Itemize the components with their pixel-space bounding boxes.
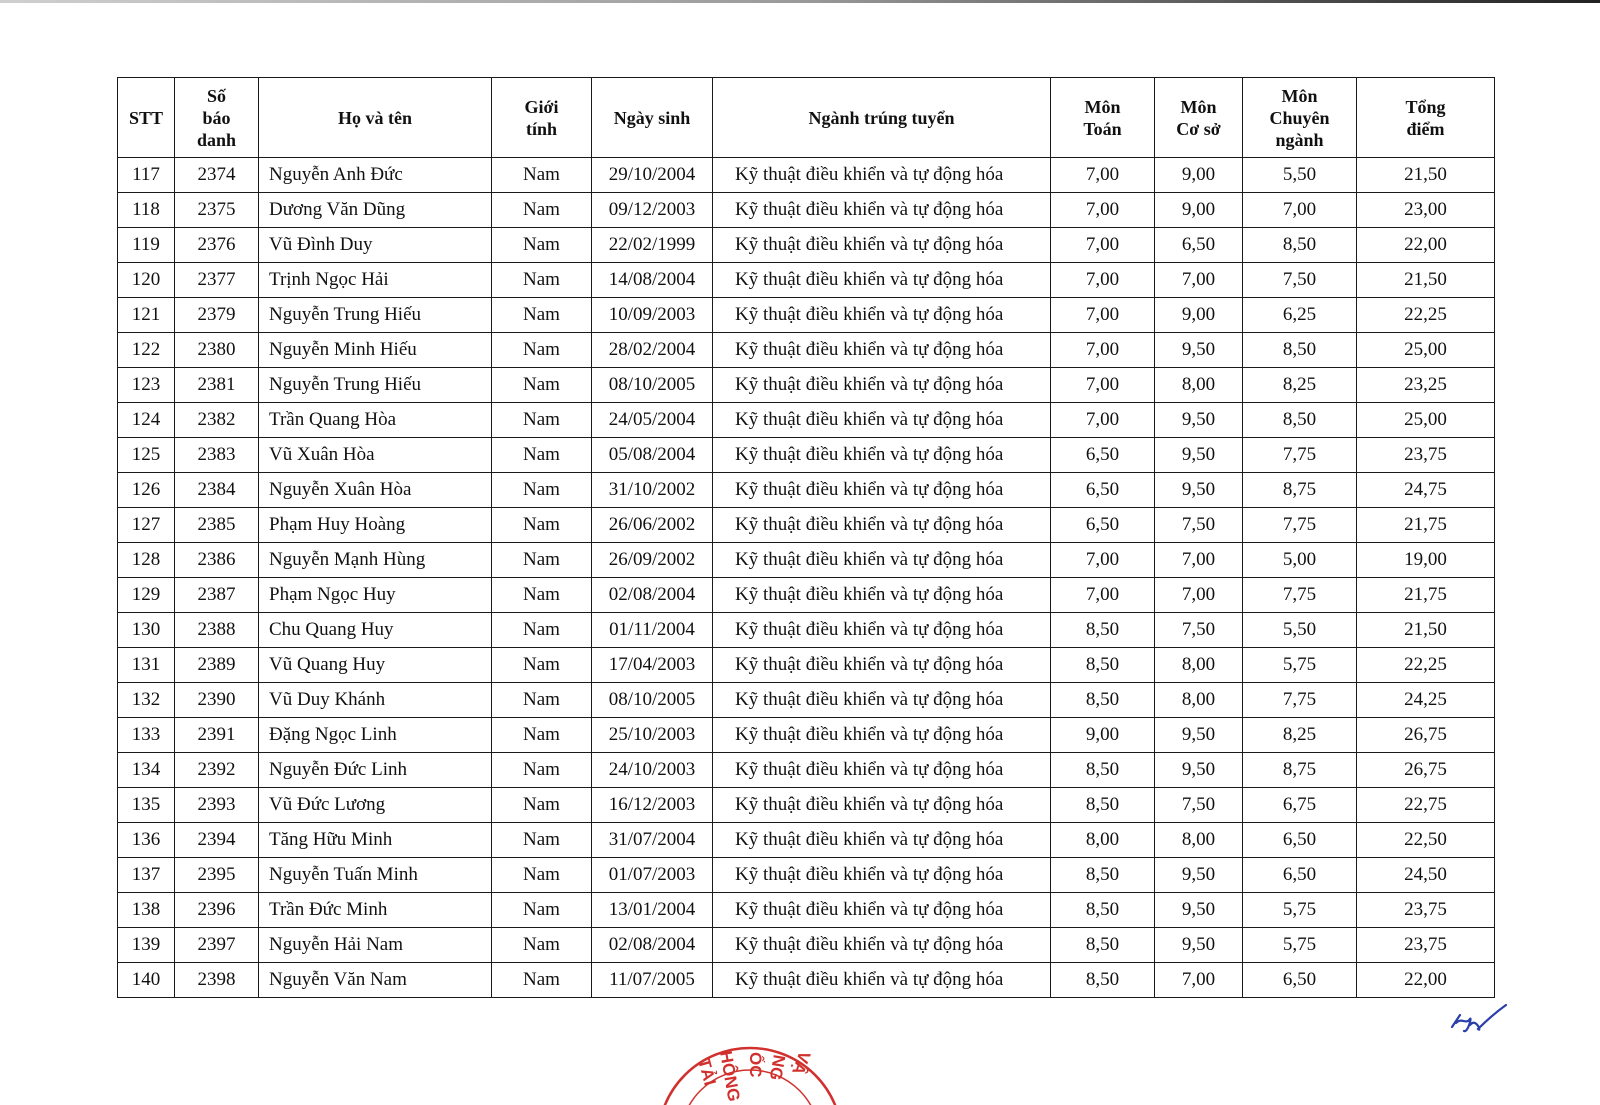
cell-nganh-trung-tuyen: Kỹ thuật điều khiển và tự động hóa [713,963,1051,998]
cell-nganh-trung-tuyen: Kỹ thuật điều khiển và tự động hóa [713,823,1051,858]
table-row [118,893,1495,928]
cell-mon-toan: 8,00 [1051,823,1155,858]
cell-mon-toan: 8,50 [1051,683,1155,718]
cell-ngay-sinh: 16/12/2003 [592,788,713,823]
svg-text:TẢI: TẢI [694,1056,720,1088]
cell-ho-va-ten: Đặng Ngọc Linh [259,718,492,753]
cell-nganh-trung-tuyen: Kỹ thuật điều khiển và tự động hóa [713,368,1051,403]
cell-tong-diem: 23,00 [1357,193,1495,228]
cell-stt: 129 [118,578,175,613]
header-gioi-tinh: Giới tính [492,78,592,158]
header-nganh-trung-tuyen: Ngành trúng tuyển [713,78,1051,158]
cell-mon-chuyen-nganh: 8,75 [1243,473,1357,508]
table-body [118,158,1495,998]
cell-so-bao-danh: 2375 [175,193,259,228]
cell-gioi-tinh: Nam [492,298,592,333]
cell-nganh-trung-tuyen: Kỹ thuật điều khiển và tự động hóa [713,193,1051,228]
cell-ho-va-ten: Nguyễn Anh Đức [259,158,492,193]
cell-mon-toan: 7,00 [1051,263,1155,298]
cell-gioi-tinh: Nam [492,963,592,998]
cell-tong-diem: 21,75 [1357,508,1495,543]
cell-tong-diem: 21,50 [1357,158,1495,193]
cell-stt: 138 [118,893,175,928]
cell-tong-diem: 23,75 [1357,893,1495,928]
table-row [118,753,1495,788]
cell-ngay-sinh: 08/10/2005 [592,368,713,403]
cell-mon-chuyen-nganh: 8,50 [1243,228,1357,263]
table-row [118,473,1495,508]
cell-ho-va-ten: Nguyễn Tuấn Minh [259,858,492,893]
cell-so-bao-danh: 2380 [175,333,259,368]
cell-mon-co-so: 7,50 [1155,613,1243,648]
cell-so-bao-danh: 2387 [175,578,259,613]
table-row [118,613,1495,648]
svg-text:NG: NG [765,1053,789,1082]
cell-mon-chuyen-nganh: 7,75 [1243,578,1357,613]
cell-mon-chuyen-nganh: 7,50 [1243,263,1357,298]
cell-ngay-sinh: 26/09/2002 [592,543,713,578]
cell-nganh-trung-tuyen: Kỹ thuật điều khiển và tự động hóa [713,648,1051,683]
header-stt: STT [118,78,175,158]
admission-results-table [117,77,1495,998]
cell-mon-co-so: 9,50 [1155,753,1243,788]
cell-mon-co-so: 8,00 [1155,683,1243,718]
table-row [118,718,1495,753]
table-header-row [118,78,1495,158]
cell-mon-co-so: 9,50 [1155,333,1243,368]
cell-mon-co-so: 9,50 [1155,403,1243,438]
cell-so-bao-danh: 2386 [175,543,259,578]
table-row [118,823,1495,858]
cell-nganh-trung-tuyen: Kỹ thuật điều khiển và tự động hóa [713,683,1051,718]
cell-tong-diem: 22,25 [1357,298,1495,333]
cell-ho-va-ten: Nguyễn Mạnh Hùng [259,543,492,578]
cell-stt: 136 [118,823,175,858]
table-row [118,193,1495,228]
cell-so-bao-danh: 2393 [175,788,259,823]
cell-ho-va-ten: Trần Đức Minh [259,893,492,928]
cell-so-bao-danh: 2397 [175,928,259,963]
cell-mon-toan: 8,50 [1051,928,1155,963]
cell-tong-diem: 24,50 [1357,858,1495,893]
cell-so-bao-danh: 2384 [175,473,259,508]
cell-ngay-sinh: 17/04/2003 [592,648,713,683]
cell-gioi-tinh: Nam [492,473,592,508]
cell-nganh-trung-tuyen: Kỹ thuật điều khiển và tự động hóa [713,893,1051,928]
header-mon-toan: Môn Toán [1051,78,1155,158]
cell-ho-va-ten: Trịnh Ngọc Hải [259,263,492,298]
cell-so-bao-danh: 2389 [175,648,259,683]
cell-ngay-sinh: 14/08/2004 [592,263,713,298]
cell-stt: 125 [118,438,175,473]
cell-tong-diem: 22,25 [1357,648,1495,683]
scan-top-edge [0,0,1600,3]
cell-ngay-sinh: 02/08/2004 [592,578,713,613]
cell-mon-toan: 7,00 [1051,403,1155,438]
cell-mon-chuyen-nganh: 7,75 [1243,683,1357,718]
cell-mon-chuyen-nganh: 6,50 [1243,858,1357,893]
cell-mon-toan: 6,50 [1051,508,1155,543]
cell-mon-toan: 8,50 [1051,893,1155,928]
cell-gioi-tinh: Nam [492,543,592,578]
cell-stt: 117 [118,158,175,193]
cell-stt: 119 [118,228,175,263]
cell-mon-co-so: 9,00 [1155,158,1243,193]
cell-ho-va-ten: Nguyễn Minh Hiếu [259,333,492,368]
cell-stt: 120 [118,263,175,298]
cell-so-bao-danh: 2390 [175,683,259,718]
cell-so-bao-danh: 2395 [175,858,259,893]
cell-gioi-tinh: Nam [492,438,592,473]
cell-so-bao-danh: 2398 [175,963,259,998]
cell-ngay-sinh: 22/02/1999 [592,228,713,263]
cell-mon-co-so: 7,00 [1155,263,1243,298]
cell-ho-va-ten: Tăng Hữu Minh [259,823,492,858]
svg-text:HÔNG: HÔNG [716,1049,744,1103]
cell-gioi-tinh: Nam [492,368,592,403]
cell-mon-toan: 7,00 [1051,333,1155,368]
cell-stt: 128 [118,543,175,578]
cell-ngay-sinh: 05/08/2004 [592,438,713,473]
cell-tong-diem: 24,75 [1357,473,1495,508]
table-row [118,928,1495,963]
cell-tong-diem: 25,00 [1357,333,1495,368]
cell-mon-co-so: 7,00 [1155,543,1243,578]
header-tong-diem: Tổng điểm [1357,78,1495,158]
cell-tong-diem: 21,50 [1357,613,1495,648]
cell-gioi-tinh: Nam [492,578,592,613]
table-row [118,543,1495,578]
cell-mon-chuyen-nganh: 5,50 [1243,613,1357,648]
table-row [118,333,1495,368]
cell-ho-va-ten: Nguyễn Trung Hiếu [259,298,492,333]
cell-stt: 123 [118,368,175,403]
cell-tong-diem: 21,75 [1357,578,1495,613]
cell-ngay-sinh: 08/10/2005 [592,683,713,718]
cell-mon-toan: 7,00 [1051,158,1155,193]
cell-mon-co-so: 9,50 [1155,438,1243,473]
cell-nganh-trung-tuyen: Kỹ thuật điều khiển và tự động hóa [713,508,1051,543]
cell-mon-co-so: 7,00 [1155,963,1243,998]
cell-ho-va-ten: Vũ Quang Huy [259,648,492,683]
cell-tong-diem: 26,75 [1357,753,1495,788]
svg-text:ỐC: ỐC [746,1052,765,1078]
cell-so-bao-danh: 2379 [175,298,259,333]
cell-mon-chuyen-nganh: 8,75 [1243,753,1357,788]
cell-gioi-tinh: Nam [492,403,592,438]
cell-ngay-sinh: 11/07/2005 [592,963,713,998]
table-row [118,508,1495,543]
cell-so-bao-danh: 2374 [175,158,259,193]
cell-mon-co-so: 9,50 [1155,858,1243,893]
handwritten-initials-icon [1448,1003,1508,1043]
cell-stt: 133 [118,718,175,753]
cell-stt: 137 [118,858,175,893]
cell-so-bao-danh: 2391 [175,718,259,753]
cell-mon-toan: 8,50 [1051,613,1155,648]
cell-mon-toan: 8,50 [1051,648,1155,683]
cell-gioi-tinh: Nam [492,928,592,963]
cell-mon-chuyen-nganh: 6,25 [1243,298,1357,333]
cell-nganh-trung-tuyen: Kỹ thuật điều khiển và tự động hóa [713,613,1051,648]
cell-ngay-sinh: 31/10/2002 [592,473,713,508]
cell-mon-toan: 7,00 [1051,298,1155,333]
table-row [118,858,1495,893]
table-row [118,368,1495,403]
cell-ho-va-ten: Vũ Duy Khánh [259,683,492,718]
cell-mon-toan: 8,50 [1051,858,1155,893]
cell-so-bao-danh: 2385 [175,508,259,543]
cell-gioi-tinh: Nam [492,683,592,718]
cell-mon-chuyen-nganh: 5,50 [1243,158,1357,193]
cell-so-bao-danh: 2394 [175,823,259,858]
cell-mon-co-so: 8,00 [1155,648,1243,683]
cell-so-bao-danh: 2376 [175,228,259,263]
cell-so-bao-danh: 2383 [175,438,259,473]
cell-mon-toan: 6,50 [1051,473,1155,508]
cell-mon-co-so: 9,50 [1155,893,1243,928]
cell-ngay-sinh: 31/07/2004 [592,823,713,858]
cell-stt: 139 [118,928,175,963]
cell-nganh-trung-tuyen: Kỹ thuật điều khiển và tự động hóa [713,543,1051,578]
cell-mon-co-so: 8,00 [1155,823,1243,858]
cell-stt: 135 [118,788,175,823]
cell-mon-toan: 8,50 [1051,788,1155,823]
cell-ngay-sinh: 01/11/2004 [592,613,713,648]
cell-stt: 132 [118,683,175,718]
cell-stt: 140 [118,963,175,998]
table-row [118,788,1495,823]
cell-ho-va-ten: Vũ Đình Duy [259,228,492,263]
cell-ho-va-ten: Phạm Ngọc Huy [259,578,492,613]
header-so-bao-danh: Số báo danh [175,78,259,158]
cell-tong-diem: 25,00 [1357,403,1495,438]
cell-gioi-tinh: Nam [492,823,592,858]
header-mon-co-so: Môn Cơ sở [1155,78,1243,158]
cell-mon-co-so: 9,00 [1155,298,1243,333]
cell-tong-diem: 22,00 [1357,228,1495,263]
cell-gioi-tinh: Nam [492,753,592,788]
cell-mon-chuyen-nganh: 7,00 [1243,193,1357,228]
cell-mon-toan: 7,00 [1051,368,1155,403]
cell-mon-co-so: 9,50 [1155,928,1243,963]
cell-stt: 130 [118,613,175,648]
cell-ngay-sinh: 24/05/2004 [592,403,713,438]
cell-mon-chuyen-nganh: 8,25 [1243,718,1357,753]
cell-tong-diem: 24,25 [1357,683,1495,718]
cell-gioi-tinh: Nam [492,613,592,648]
cell-mon-co-so: 9,50 [1155,718,1243,753]
cell-nganh-trung-tuyen: Kỹ thuật điều khiển và tự động hóa [713,788,1051,823]
cell-ho-va-ten: Nguyễn Văn Nam [259,963,492,998]
cell-ho-va-ten: Dương Văn Dũng [259,193,492,228]
cell-mon-chuyen-nganh: 6,50 [1243,823,1357,858]
cell-mon-chuyen-nganh: 5,75 [1243,648,1357,683]
cell-mon-chuyen-nganh: 8,50 [1243,333,1357,368]
cell-nganh-trung-tuyen: Kỹ thuật điều khiển và tự động hóa [713,438,1051,473]
cell-mon-toan: 7,00 [1051,193,1155,228]
cell-so-bao-danh: 2381 [175,368,259,403]
table-row [118,298,1495,333]
cell-mon-co-so: 6,50 [1155,228,1243,263]
cell-ngay-sinh: 24/10/2003 [592,753,713,788]
cell-nganh-trung-tuyen: Kỹ thuật điều khiển và tự động hóa [713,298,1051,333]
cell-mon-toan: 7,00 [1051,543,1155,578]
cell-ngay-sinh: 10/09/2003 [592,298,713,333]
cell-mon-chuyen-nganh: 5,75 [1243,893,1357,928]
cell-mon-co-so: 7,50 [1155,508,1243,543]
cell-gioi-tinh: Nam [492,333,592,368]
cell-tong-diem: 19,00 [1357,543,1495,578]
cell-mon-toan: 7,00 [1051,228,1155,263]
cell-stt: 126 [118,473,175,508]
cell-ngay-sinh: 13/01/2004 [592,893,713,928]
cell-tong-diem: 22,50 [1357,823,1495,858]
cell-mon-co-so: 7,50 [1155,788,1243,823]
table-row [118,683,1495,718]
header-mon-chuyen-nganh: Môn Chuyên ngành [1243,78,1357,158]
cell-mon-toan: 8,50 [1051,753,1155,788]
svg-text:VẬ: VẬ [788,1048,815,1078]
cell-nganh-trung-tuyen: Kỹ thuật điều khiển và tự động hóa [713,263,1051,298]
table-row [118,963,1495,998]
cell-stt: 124 [118,403,175,438]
cell-tong-diem: 22,75 [1357,788,1495,823]
cell-tong-diem: 26,75 [1357,718,1495,753]
cell-mon-toan: 9,00 [1051,718,1155,753]
cell-ngay-sinh: 25/10/2003 [592,718,713,753]
cell-tong-diem: 21,50 [1357,263,1495,298]
cell-stt: 127 [118,508,175,543]
cell-mon-co-so: 9,00 [1155,193,1243,228]
header-ho-va-ten: Họ và tên [259,78,492,158]
cell-ho-va-ten: Vũ Xuân Hòa [259,438,492,473]
cell-nganh-trung-tuyen: Kỹ thuật điều khiển và tự động hóa [713,718,1051,753]
cell-mon-toan: 8,50 [1051,963,1155,998]
cell-nganh-trung-tuyen: Kỹ thuật điều khiển và tự động hóa [713,333,1051,368]
cell-ngay-sinh: 29/10/2004 [592,158,713,193]
cell-ho-va-ten: Phạm Huy Hoàng [259,508,492,543]
table-row [118,228,1495,263]
cell-mon-co-so: 8,00 [1155,368,1243,403]
table-row [118,158,1495,193]
cell-tong-diem: 23,75 [1357,438,1495,473]
cell-ngay-sinh: 02/08/2004 [592,928,713,963]
cell-so-bao-danh: 2392 [175,753,259,788]
cell-ho-va-ten: Chu Quang Huy [259,613,492,648]
cell-gioi-tinh: Nam [492,193,592,228]
cell-stt: 121 [118,298,175,333]
cell-ngay-sinh: 01/07/2003 [592,858,713,893]
cell-gioi-tinh: Nam [492,263,592,298]
cell-ho-va-ten: Vũ Đức Lương [259,788,492,823]
cell-gioi-tinh: Nam [492,718,592,753]
cell-nganh-trung-tuyen: Kỹ thuật điều khiển và tự động hóa [713,228,1051,263]
cell-gioi-tinh: Nam [492,893,592,928]
cell-ho-va-ten: Nguyễn Hải Nam [259,928,492,963]
cell-stt: 131 [118,648,175,683]
cell-gioi-tinh: Nam [492,788,592,823]
cell-nganh-trung-tuyen: Kỹ thuật điều khiển và tự động hóa [713,928,1051,963]
cell-mon-chuyen-nganh: 5,75 [1243,928,1357,963]
cell-ho-va-ten: Trần Quang Hòa [259,403,492,438]
cell-nganh-trung-tuyen: Kỹ thuật điều khiển và tự động hóa [713,473,1051,508]
cell-mon-chuyen-nganh: 6,50 [1243,963,1357,998]
cell-nganh-trung-tuyen: Kỹ thuật điều khiển và tự động hóa [713,158,1051,193]
cell-gioi-tinh: Nam [492,648,592,683]
cell-nganh-trung-tuyen: Kỹ thuật điều khiển và tự động hóa [713,753,1051,788]
table-row [118,648,1495,683]
cell-mon-chuyen-nganh: 7,75 [1243,438,1357,473]
header-ngay-sinh: Ngày sinh [592,78,713,158]
cell-so-bao-danh: 2396 [175,893,259,928]
table-row [118,403,1495,438]
cell-mon-toan: 7,00 [1051,578,1155,613]
table-row [118,578,1495,613]
cell-ngay-sinh: 28/02/2004 [592,333,713,368]
cell-tong-diem: 23,75 [1357,928,1495,963]
cell-mon-chuyen-nganh: 7,75 [1243,508,1357,543]
cell-tong-diem: 23,25 [1357,368,1495,403]
cell-nganh-trung-tuyen: Kỹ thuật điều khiển và tự động hóa [713,578,1051,613]
cell-stt: 134 [118,753,175,788]
cell-gioi-tinh: Nam [492,858,592,893]
cell-mon-co-so: 9,50 [1155,473,1243,508]
cell-so-bao-danh: 2382 [175,403,259,438]
cell-nganh-trung-tuyen: Kỹ thuật điều khiển và tự động hóa [713,858,1051,893]
cell-ho-va-ten: Nguyễn Xuân Hòa [259,473,492,508]
cell-mon-chuyen-nganh: 5,00 [1243,543,1357,578]
cell-mon-co-so: 7,00 [1155,578,1243,613]
cell-tong-diem: 22,00 [1357,963,1495,998]
official-seal-icon [650,1030,850,1105]
cell-mon-toan: 6,50 [1051,438,1155,473]
cell-so-bao-danh: 2377 [175,263,259,298]
cell-ho-va-ten: Nguyễn Đức Linh [259,753,492,788]
cell-so-bao-danh: 2388 [175,613,259,648]
cell-mon-chuyen-nganh: 8,50 [1243,403,1357,438]
cell-ngay-sinh: 09/12/2003 [592,193,713,228]
table-row [118,263,1495,298]
cell-mon-chuyen-nganh: 6,75 [1243,788,1357,823]
cell-gioi-tinh: Nam [492,508,592,543]
cell-stt: 118 [118,193,175,228]
cell-stt: 122 [118,333,175,368]
cell-ngay-sinh: 26/06/2002 [592,508,713,543]
table-row [118,438,1495,473]
cell-ho-va-ten: Nguyễn Trung Hiếu [259,368,492,403]
cell-nganh-trung-tuyen: Kỹ thuật điều khiển và tự động hóa [713,403,1051,438]
cell-gioi-tinh: Nam [492,158,592,193]
cell-mon-chuyen-nganh: 8,25 [1243,368,1357,403]
cell-gioi-tinh: Nam [492,228,592,263]
